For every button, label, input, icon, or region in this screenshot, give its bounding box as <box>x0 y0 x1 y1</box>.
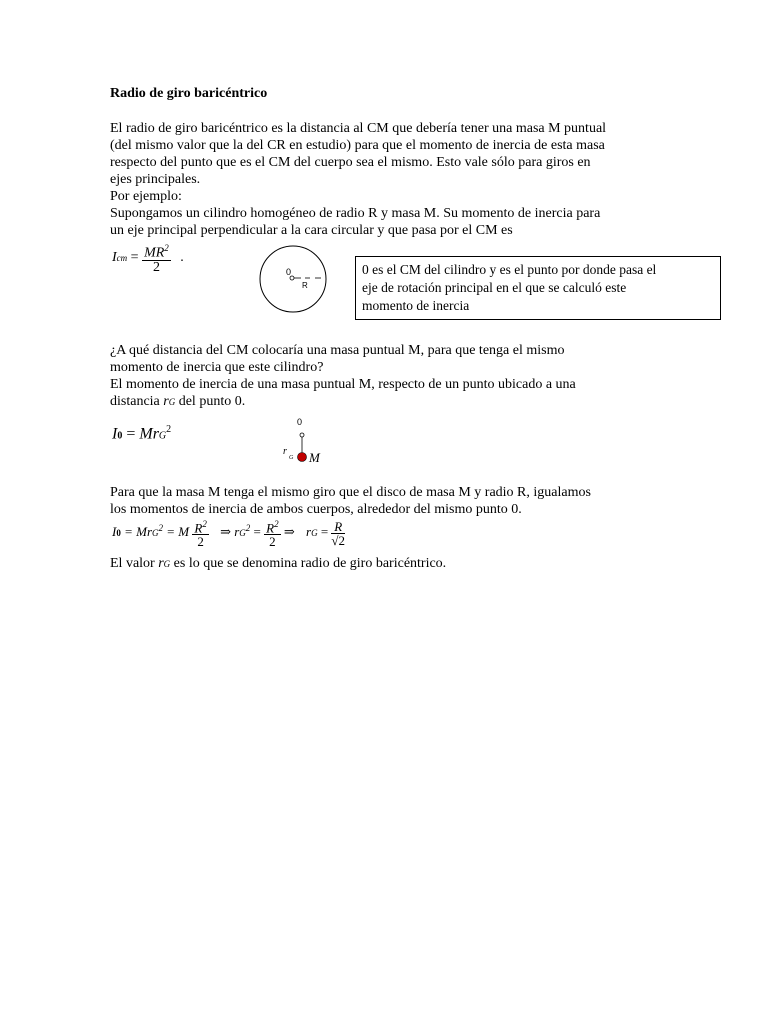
equating-paragraph <box>110 484 690 518</box>
center-label: 0 <box>286 267 292 277</box>
text-line: (del mismo valor que la del CR en estudio) para que el momento de inercia de esta masa <box>110 138 605 153</box>
rg-label: r <box>283 446 287 457</box>
formula-inertia-point <box>112 424 171 443</box>
text-line: ¿A qué distancia del CM colocaría una masa puntual M, para que tenga el mismo <box>110 343 565 358</box>
mass-label: M <box>309 450 320 465</box>
text-line <box>110 393 690 411</box>
note-line: eje de rotación principal en el que se calculó este <box>362 280 627 295</box>
variable: r <box>158 556 164 571</box>
cylinder-diagram <box>255 244 335 316</box>
text-line: Para que la masa M tenga el mismo giro que el disco de masa M y radio R, igualamos <box>110 485 591 500</box>
fraction-denominator: 2 <box>197 534 204 550</box>
text-line: un eje principal perpendicular a la cara circular y que pasa por el CM es <box>110 223 513 238</box>
fraction-denominator: 2 <box>152 259 160 275</box>
origin-label: 0 <box>297 417 303 427</box>
text-line: los momentos de inercia de ambos cuerpos, alrededor del mismo punto 0. <box>110 502 522 517</box>
fraction-numerator: R <box>194 520 203 536</box>
text-fragment: distancia <box>110 394 160 409</box>
formula-subscript: cm <box>116 253 128 264</box>
note-line: momento de inercia <box>362 298 470 313</box>
fraction-numerator: R <box>331 520 345 534</box>
note-line: 0 es el CM del cilindro y es el punto por donde pasa el <box>362 262 657 277</box>
equals-sign: = <box>130 250 139 266</box>
text-line: Por ejemplo: <box>110 189 182 204</box>
text-line: respecto del punto que es el CM del cuerpo sea el mismo. Esto vale sólo para giros en <box>110 155 591 170</box>
fraction-exponent: 2 <box>164 243 169 253</box>
fraction <box>192 518 208 548</box>
final-paragraph <box>110 555 690 573</box>
formula-symbol: I <box>112 250 117 266</box>
radius-label: R <box>302 281 308 290</box>
formula-chain <box>112 518 345 548</box>
cylinder-circle <box>260 246 326 312</box>
variable-subscript: G <box>163 559 171 569</box>
formula-symbol: r <box>306 524 312 540</box>
rg-subscript: G <box>289 455 294 461</box>
formula-exponent: 2 <box>158 522 164 533</box>
equals-sign: = <box>126 425 136 443</box>
fraction-exponent: 2 <box>202 519 207 529</box>
formula-subscript: G <box>239 528 246 539</box>
text-line: ejes principales. <box>110 172 201 187</box>
question-paragraph <box>110 342 690 411</box>
formula-symbol: = M <box>166 524 190 540</box>
formula-subscript: 0 <box>117 430 123 442</box>
formula-subscript: G <box>152 528 159 539</box>
formula-exponent: 2 <box>245 522 251 533</box>
formula-symbol: I <box>112 425 118 443</box>
text-fragment: es lo que se denomina radio de giro baricéntrico. <box>173 556 447 571</box>
fraction-exponent: 2 <box>274 519 279 529</box>
text-line: El radio de giro baricéntrico es la distancia al CM que debería tener una masa M puntual <box>110 121 607 136</box>
formula-subscript: G <box>158 430 167 442</box>
formula-subscript: 0 <box>116 528 121 539</box>
fraction <box>142 242 171 274</box>
origin-point <box>300 433 304 437</box>
formula-symbol: Mr <box>139 425 159 443</box>
fraction-numerator: MR <box>144 245 165 261</box>
formula-symbol: I <box>112 524 117 540</box>
fraction <box>264 518 280 548</box>
implies-arrow: ⇒ <box>220 524 231 540</box>
point-mass-diagram <box>278 414 338 466</box>
equals-sign: = <box>320 524 329 540</box>
variable: r <box>163 394 169 409</box>
point-mass <box>298 453 307 462</box>
fraction-denominator: 2 <box>269 534 276 550</box>
fraction-denominator: √2 <box>331 532 346 548</box>
equals-sign: = <box>253 524 261 540</box>
formula-symbol: = Mr <box>124 524 153 540</box>
formula-inertia-cylinder <box>112 242 184 274</box>
formula-exponent: 2 <box>166 424 172 435</box>
text-line: momento de inercia que este cilindro? <box>110 360 324 375</box>
text-line: Supongamos un cilindro homogéneo de radio R y masa M. Su momento de inercia para <box>110 206 601 221</box>
text-fragment: El valor <box>110 556 155 571</box>
variable-subscript: G <box>168 397 176 407</box>
text-fragment: del punto 0. <box>178 394 246 409</box>
trailing-dot: . <box>180 250 184 266</box>
note-box <box>355 256 721 320</box>
implies-arrow: ⇒ <box>283 524 295 540</box>
formula-subscript: G <box>311 528 318 539</box>
text-line <box>110 555 690 573</box>
formula-symbol: r <box>234 524 240 540</box>
intro-paragraph <box>110 120 690 239</box>
fraction <box>331 520 345 547</box>
text-line: El momento de inercia de una masa puntual M, respecto de un punto ubicado a una <box>110 377 576 392</box>
section-title: Radio de giro baricéntrico <box>110 86 268 101</box>
fraction-numerator: R <box>266 520 275 536</box>
